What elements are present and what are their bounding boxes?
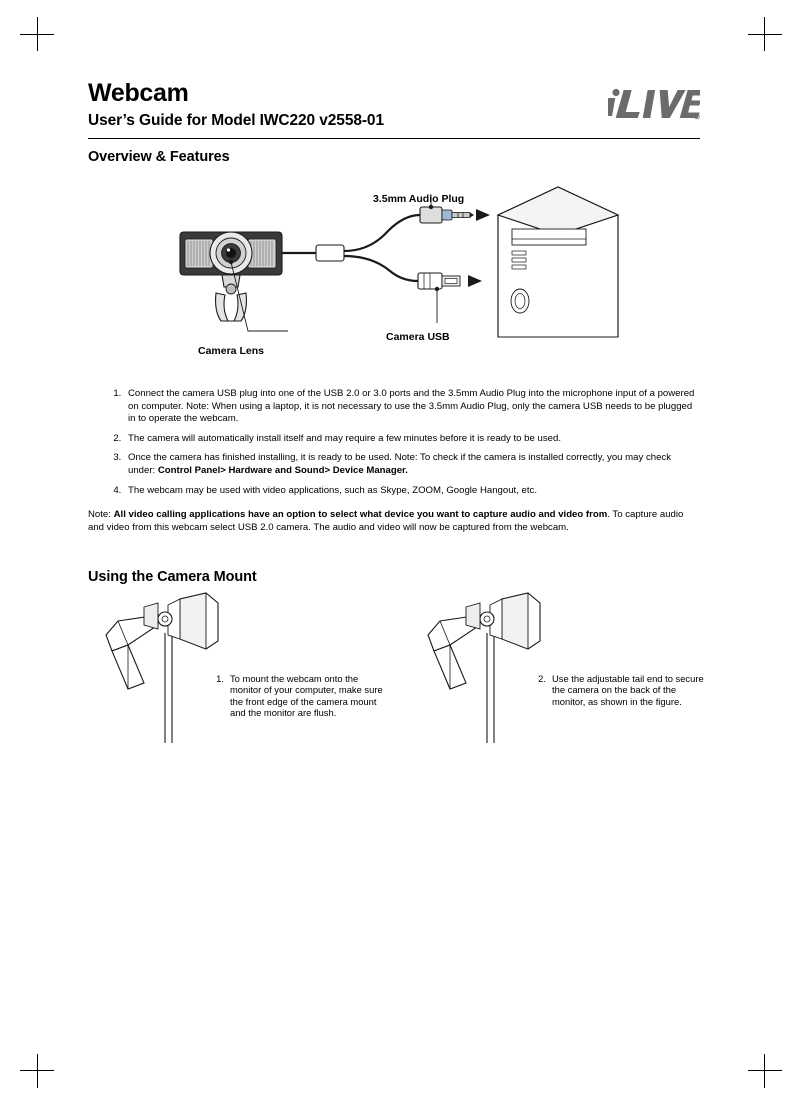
figure-webcam-connection [88,171,700,376]
header-divider [88,138,700,139]
page-title: Webcam [88,79,189,107]
ilive-logo [608,88,700,122]
page-subtitle: User’s Guide for Model IWC220 v2558-01 [88,112,384,129]
figure-label-camera-lens: Camera Lens [198,345,264,357]
note-rest: . To capture audio and video from this webcam select USB 2.0 camera. The audio and video will now be captured from the webcam. [88,509,684,534]
document-content [88,79,704,761]
crop-mark [37,1054,38,1088]
crop-mark [748,34,782,35]
mount-caption-1-text: To mount the webcam onto the monitor of your computer, make sure the front edge of the camera mount and the monitor are flush. [230,672,383,719]
figure-label-camera-usb: Camera USB [386,331,450,343]
mount-caption-1 [208,673,388,719]
mount-caption-2 [530,673,710,708]
figure-camera-mount [88,591,704,761]
crop-mark [748,1070,782,1071]
note-prefix: Note: [88,509,114,521]
mount-caption-2-number: 2. [538,672,546,684]
overview-steps-list [88,388,700,497]
list-item: 1. Connect the camera USB plug into one of the USB 2.0 or 3.0 ports and the 3.5mm Audio Plug into the microphone input of a powered on computer. Note: When using a laptop, it is not necessary to use the 3.5mm Audio Plug, only the camera USB needs to be plugged in to operate the webcam. [124,388,700,426]
list-item [124,452,700,477]
crop-mark [20,34,54,35]
list-item: 4. The webcam may be used with video applications, such as Skype, ZOOM, Google Hangout, etc. [124,485,700,498]
note-bold: All video calling applications have an option to select what device you want to capture audio and video from [113,509,608,521]
crop-mark [764,1054,765,1088]
section-heading-overview: Overview & Features [88,149,230,165]
ilive-logo-icon [608,88,700,124]
svg-text:R: R [695,115,698,120]
crop-mark [20,1070,54,1071]
section-heading-mount: Using the Camera Mount [88,568,257,585]
step3-bold-tail: Control Panel> Hardware and Sound> Device Manager. [157,464,408,476]
mount-caption-2-text: Use the adjustable tail end to secure the camera on the back of the monitor, as shown in the figure. [552,672,704,707]
list-item: 2. The camera will automatically install itself and may require a few minutes before it is ready to be used. [124,433,700,446]
mount-caption-1-number: 1. [216,672,224,684]
step3-lead: Once the camera has finished installing, it is ready to be used. Note: To check if the camera is installed correctly, you may check under: [128,452,672,476]
document-header [88,80,700,142]
figure-label-audio-plug: 3.5mm Audio Plug [373,193,465,205]
overview-note [88,508,700,534]
